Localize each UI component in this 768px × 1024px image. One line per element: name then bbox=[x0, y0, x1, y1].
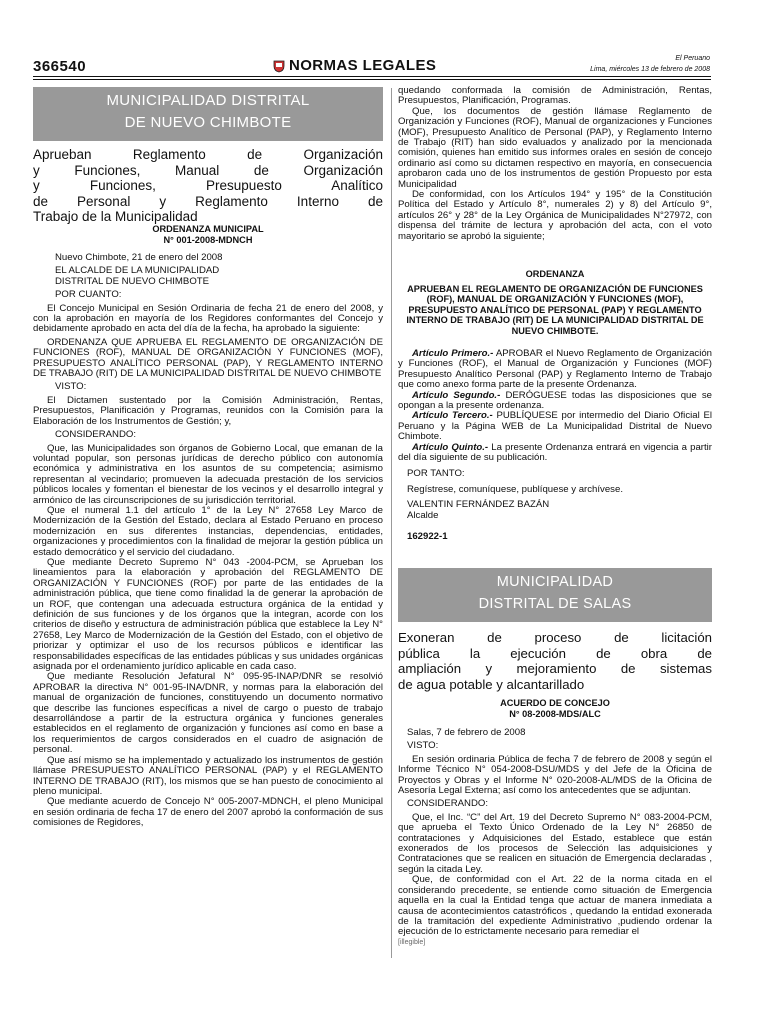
registrese-line: Regístrese, comuníquese, publíquese y archívese. bbox=[407, 483, 623, 495]
considerando-label: CONSIDERANDO: bbox=[55, 429, 137, 441]
mayor-line: EL ALCALDE DE LA MUNICIPALIDAD bbox=[55, 265, 220, 277]
paragraph: Que, los documentos de gestión llámase Reglamento de Organización y Funciones (ROF), Manual de organizaciones y Funciones (MOF), Presupuesto Analítico de Personal (PAP), y Reglamento Interno de Trabajo (RIT) han sido evaluados y analizado por la mencionada comisión, quienes han emitido sus informes orales en sesión de concejo ordinario así como su dictamen respectivo en mayoría, en consecuencia aprobaron cada uno de los instrumentos de gestión Propuesto por esta Municipalidad bbox=[398, 105, 712, 190]
article-label: Artículo Tercero.- bbox=[412, 410, 493, 422]
paragraph: En sesión ordinaria Pública de fecha 7 de febrero de 2008 y según el Informe Técnico N° 054-2008-DSU/MDS y del Jefe de la Oficina de Proyectos y Obras y el Informe N° 020-2008-AL/MDS de la Oficina de Asesoría Legal Externa; así como los antecedentes que se adjuntan. bbox=[398, 753, 712, 797]
headline-line: y Funciones, Manual de Organización bbox=[33, 162, 383, 178]
paragraph: Que así mismo se ha implementado y actualizado los instrumentos de gestión llámase PRESUPUESTO ANALÍTICO PERSONAL (PAP) y el REGLAMENTO INTERNO DE TRABAJO (RIT), los mismos que se han puesto de conocimiento al pleno municipal. bbox=[33, 754, 383, 797]
article-text: La presente Ordenanza entrará en vigencia a partir del día siguiente de su publicación. bbox=[398, 441, 712, 464]
paragraph: El Dictamen sustentado por la Comisión Administración, Rentas, Presupuestos, Planificación y Programas, reunidos con la Comisión para la Elaboración de los Instrumentos de Gestión; y, bbox=[33, 394, 383, 427]
date-line: Nuevo Chimbote, 21 de enero del 2008 bbox=[55, 252, 223, 263]
column-divider bbox=[391, 88, 392, 958]
article-text: APROBAR el Nuevo Reglamento de Organización y Funciones (ROF), el Manual de Organización y Funciones (MOF) Presupuesto Analítico Personal (PAP) y Reglamento Interno de Trabajo que como anexo forma parte de la presente Ordenanza. bbox=[398, 348, 712, 391]
article-headline bbox=[33, 147, 383, 225]
municipality-banner-salas bbox=[398, 568, 712, 622]
ordenanza-label: ORDENANZA bbox=[525, 269, 585, 279]
right-body-top bbox=[398, 86, 712, 242]
visto-label: VISTO: bbox=[407, 740, 439, 752]
banner-line: DISTRITAL DE SALAS bbox=[478, 596, 632, 612]
header-rule bbox=[33, 76, 711, 77]
article-paragraph bbox=[398, 443, 712, 464]
header-rule-thin bbox=[33, 79, 711, 80]
acuerdo-number: N° 08-2008-MDS/ALC bbox=[509, 708, 601, 719]
mayor-line: DISTRITAL DE NUEVO CHIMBOTE bbox=[55, 275, 210, 287]
ordinance-caption: ORDENANZA QUE APRUEBA EL REGLAMENTO DE ORGANIZACIÓN DE FUNCIONES (ROF), MANUAL DE ORGANIZACIÓN Y FUNCIONES (MOF), PRESUPUESTO ANALÍTICO PERSONAL (PAP), Y REGLAMENTO INTERNO DE TRABAJO (RIT) DE LA MUNICIPALIDAD DISTRITAL DE NUEVO CHIMBOTE bbox=[33, 336, 383, 380]
visto-label: VISTO: bbox=[55, 381, 87, 393]
paragraph: quedando conformada la comisión de Administración, Rentas, Presupuestos, Planificación, Programas. bbox=[398, 85, 712, 107]
article-text: PUBLÍQUESE por intermedio del Diario Oficial El Peruano y la Página WEB de La Municipalidad Distrital de Nuevo Chimbote. bbox=[398, 410, 712, 443]
por-cuanto-label: POR CUANTO: bbox=[55, 289, 122, 301]
ordenanza-heading bbox=[398, 269, 712, 337]
publication-date: Lima, miércoles 13 de febrero de 2008 bbox=[590, 66, 710, 73]
headline-line: de Personal y Reglamento Interno de bbox=[33, 193, 383, 209]
article-paragraph bbox=[398, 349, 712, 391]
considerando-label: CONSIDERANDO: bbox=[407, 798, 489, 810]
acuerdo-title: ACUERDO DE CONCEJO bbox=[500, 698, 610, 708]
article-text: DERÓGUESE todas las disposiciones que se opongan a la presente ordenanza. bbox=[398, 389, 712, 412]
article-paragraph bbox=[398, 391, 712, 412]
article-headline-salas bbox=[398, 630, 712, 692]
paragraph: Que el numeral 1.1 del artículo 1° de la Ley N° 27658 Ley Marco de Modernización de la Gestión del Estado, declara al Estado Peruano en proceso modernización en sus diferentes instancias, dependencias, entidades, organizaciones y procedimientos con la finalidad de mejorar la gestión pública un estado democrático y el servicio del ciudadano. bbox=[33, 504, 383, 558]
right-body-bottom bbox=[398, 728, 712, 948]
section-title: NORMAS LEGALES bbox=[289, 57, 437, 74]
article-paragraph bbox=[398, 411, 712, 442]
ordinance-number: N° 001-2008-MDNCH bbox=[163, 234, 253, 245]
headline-line: ampliación y mejoramiento de sistemas bbox=[398, 661, 712, 677]
acuerdo-heading bbox=[398, 698, 712, 719]
paragraph: Que, el Inc. “C” del Art. 19 del Decreto Supremo N° 083-2004-PCM, que aprueba el Texto Único Ordenado de la Ley N° 26850 de contrataciones y Adquisiciones del Estado, establece que están exonerados de los procesos de Selección las adquisiciones y Contrataciones que se realicen en situación de Emergencia declaradas , según la citada Ley. bbox=[398, 811, 712, 875]
headline-line: pública la ejecución de obra de bbox=[398, 645, 712, 661]
page-number: 366540 bbox=[33, 58, 87, 75]
banner-line: DE NUEVO CHIMBOTE bbox=[124, 114, 292, 131]
article-label: Artículo Segundo.- bbox=[412, 389, 501, 401]
municipality-banner bbox=[33, 87, 383, 141]
ordenanza-title: APRUEBAN EL REGLAMENTO DE ORGANIZACIÓN DE FUNCIONES (ROF), MANUAL DE ORGANIZACIÓN Y FUNCIONES (MOF), PRESUPUESTO ANALÍTICO DE PERSONAL (PAP) Y REGLAMENTO INTERNO DE TRABAJO (RIT) DE LA MUNICIPALIDAD DISTRITAL DE NUEVO CHIMBOTE. bbox=[406, 283, 704, 336]
paragraph: Que mediante Resolución Jefatural N° 095-95-INAP/DNR se resolvió APROBAR la directiva N° 001-95-INA/DNR, y normas para la elaboración del manual de organización de funciones, constituyendo un documento normativo que describe las funciones específicas a nivel de cargo o puesto de trabajo desarrollándose a partir de la estructura orgánica y funciones generales establecidos en el reglamento de organización y funciones así como en base a los requerimientos de cargos considerados en el cuadro de asignación de personal. bbox=[33, 671, 383, 756]
headline-line: de agua potable y alcantarillado bbox=[398, 676, 585, 692]
signer-role: Alcalde bbox=[407, 509, 439, 521]
left-body bbox=[33, 253, 383, 829]
coat-of-arms-icon bbox=[272, 59, 286, 73]
ordinance-title: ORDENANZA MUNICIPAL bbox=[152, 224, 264, 234]
article-label: Artículo Primero.- bbox=[412, 348, 494, 359]
articles bbox=[398, 349, 712, 543]
paragraph: Que, de conformidad con el Art. 22 de la norma citada en el considerando precedente, se entiende como situación de Emergencia aquella en la cual la Entidad tenga que actuar de manera inmediata a causa de acontecimientos catastróficos , quedando la entidad exonerada de la tramitación del expediente Administrativo ,pudiendo ordenar la ejecución de lo estrictamente necesario para remediar el bbox=[398, 874, 712, 938]
paragraph: De conformidad, con los Artículos 194° y 195° de la Constitución Política del Estado y Artículo 8°, numerales 2) y 8) del Artículo 9°, artículos 26° y 28° de la Ley Orgánica de Municipalidades N°27972, con dispensa del trámite de lectura y aprobación del acta, con el voto mayoritario se aprobó la siguiente; bbox=[398, 189, 712, 242]
signer-name: VALENTIN FERNÁNDEZ BAZÁN bbox=[407, 499, 550, 511]
ordinance-heading bbox=[33, 224, 383, 245]
headline-line: y Funciones, Presupuesto Analítico bbox=[33, 178, 383, 194]
headline-line: Exoneran de proceso de licitación bbox=[398, 630, 712, 645]
por-tanto-label: POR TANTO: bbox=[407, 468, 465, 480]
headline-line: Aprueban Reglamento de Organización bbox=[33, 147, 383, 162]
salas-date: Salas, 7 de febrero de 2008 bbox=[407, 727, 526, 738]
illegible-marker: [illegible] bbox=[398, 938, 426, 946]
paragraph: El Concejo Municipal en Sesión Ordinaria de fecha 21 de enero del 2008, y con la aprobación en mayoría de los Regidores conformantes del Concejo y debidamente aprobado en acta del día de la fecha, ha aprobado la siguiente: bbox=[33, 302, 383, 335]
publication-code: 162922-1 bbox=[407, 531, 448, 543]
paragraph: Que, las Municipalidades son órganos de Gobierno Local, que emanan de la voluntad popular, son personas jurídicas de derecho público con autonomía económica y administrativa en los asuntos de su competencia; asimismo representan al vecindario; promueven la adecuada prestación de los servicios públicos locales y fomentan el bienestar de los vecinos y el desarrollo integral y armónico de las circunscripciones de su jurisdicción territorial. bbox=[33, 442, 383, 506]
paragraph: Que mediante Decreto Supremo N° 043 -2004-PCM, se Aprueban los lineamientos para la elaboración y aprobación del REGLAMENTO DE ORGANIZACIÓN Y FUNCIONES (ROF) por parte de las entidades de la administración pública, que tiene como finalidad la de generar la aprobación de un ROF, que contengan una adecuada estructura orgánica de la entidad y definición de sus funciones y de los órganos que la integran, acorde con los criterios de diseño y estructura de administración pública que establece la Ley N° 27658, Ley Marco de Modernización de la Gestión del Estado, con el objetivo de priorizar y optimizar el uso de los recursos públicos e identificar las responsabilidades específicas de las entidades públicas y sus unidades orgánicas asignada por el ordenamiento jurídico aplicable en cada caso. bbox=[33, 556, 383, 673]
publication-name: El Peruano bbox=[675, 55, 710, 62]
paragraph: Que mediante acuerdo de Concejo N° 005-2007-MDNCH, el pleno Municipal en sesión ordinaria de fecha 17 de enero del 2007 aprobó la conformación de sus comisiones de Regidores, bbox=[33, 796, 383, 829]
banner-line: MUNICIPALIDAD bbox=[496, 574, 614, 590]
headline-line: Trabajo de la Municipalidad bbox=[33, 209, 198, 225]
article-label: Artículo Quinto.- bbox=[412, 441, 489, 453]
banner-line: MUNICIPALIDAD DISTRITAL bbox=[106, 92, 310, 109]
